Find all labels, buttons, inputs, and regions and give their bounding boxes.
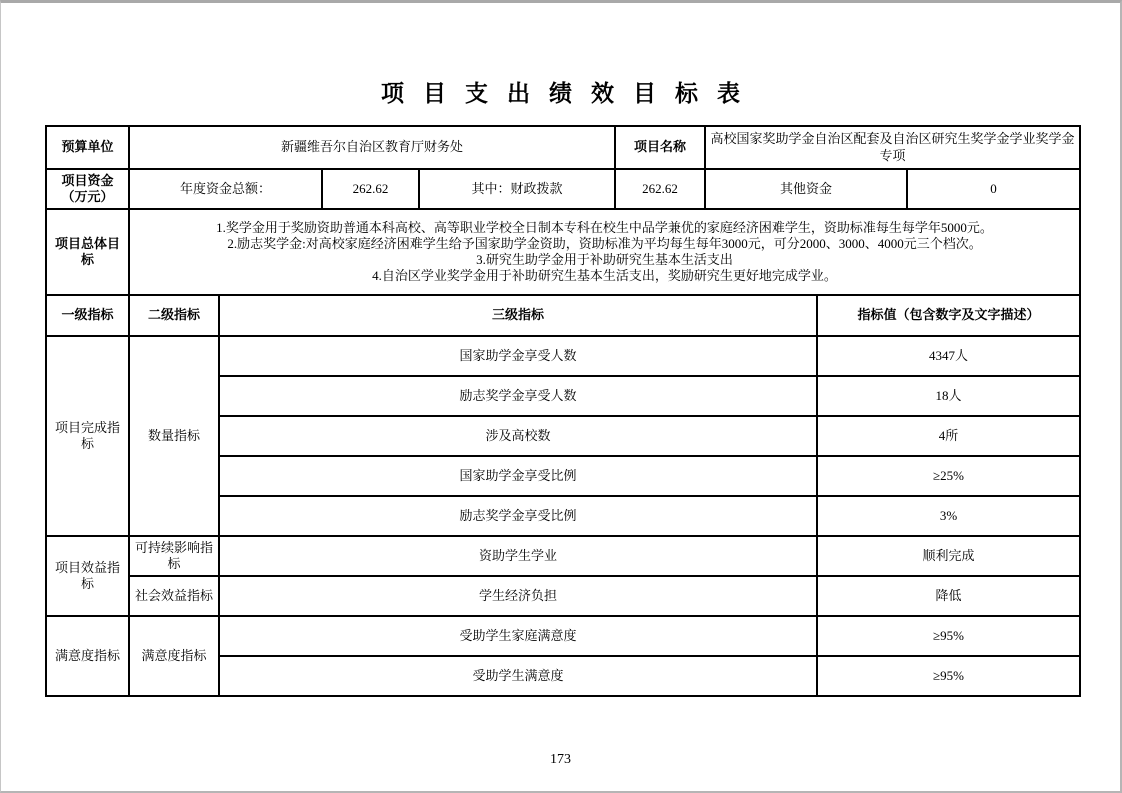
level2-social-benefit: 社会效益指标	[129, 576, 219, 616]
indicator-value: 降低	[817, 576, 1080, 616]
indicator-name: 国家助学金享受比例	[219, 456, 817, 496]
level2-quantity: 数量指标	[129, 336, 219, 536]
indicator-value: ≥25%	[817, 456, 1080, 496]
indicator-row	[46, 616, 1080, 656]
performance-target-table	[45, 125, 1081, 697]
overall-goal-content	[129, 209, 1080, 295]
overall-goal-line: 4.自治区学业奖学金用于补助研究生基本生活支出，奖励研究生更好地完成学业。	[372, 268, 837, 284]
indicator-name: 受助学生满意度	[219, 656, 817, 696]
indicator-value: 4所	[817, 416, 1080, 456]
indicator-value: 3%	[817, 496, 1080, 536]
project-fund-label: 项目资金（万元）	[46, 169, 129, 209]
other-funds-value: 0	[907, 169, 1080, 209]
page-number: 173	[550, 752, 571, 767]
indicator-row	[46, 576, 1080, 616]
indicator-row	[46, 536, 1080, 576]
level1-completion: 项目完成指标	[46, 336, 129, 536]
header-level3: 三级指标	[219, 295, 817, 336]
annual-total-label: 年度资金总额：	[129, 169, 322, 209]
annual-total-value: 262.62	[322, 169, 419, 209]
indicator-value: 4347人	[817, 336, 1080, 376]
table-row	[46, 209, 1080, 295]
indicator-row	[46, 336, 1080, 376]
fiscal-allocation-value: 262.62	[615, 169, 705, 209]
indicator-value: ≥95%	[817, 616, 1080, 656]
header-value: 指标值（包含数字及文字描述）	[817, 295, 1080, 336]
overall-goal-line: 2.励志奖学金:对高校家庭经济困难学生给予国家助学金资助，资助标准为平均每生每年3000元，可分2000、3000、4000元三个档次。	[227, 235, 982, 251]
header-level2: 二级指标	[129, 295, 219, 336]
other-funds-label: 其他资金	[705, 169, 907, 209]
indicator-name: 受助学生家庭满意度	[219, 616, 817, 656]
indicator-value: 18人	[817, 376, 1080, 416]
indicator-name: 励志奖学金享受人数	[219, 376, 817, 416]
project-name-label: 项目名称	[615, 126, 705, 169]
table-row	[46, 169, 1080, 209]
level1-satisfaction: 满意度指标	[46, 616, 129, 696]
level2-satisfaction: 满意度指标	[129, 616, 219, 696]
overall-goal-line: 3.研究生助学金用于补助研究生基本生活支出	[476, 252, 733, 267]
indicator-name: 国家助学金享受人数	[219, 336, 817, 376]
table-row	[46, 126, 1080, 169]
indicator-value: ≥95%	[817, 656, 1080, 696]
fiscal-allocation-label: 其中：财政拨款	[419, 169, 615, 209]
indicator-header-row	[46, 295, 1080, 336]
indicator-value: 顺利完成	[817, 536, 1080, 576]
overall-goal-label: 项目总体目标	[46, 209, 129, 295]
overall-goal-line: 1.奖学金用于奖励资助普通本科高校、高等职业学校全日制本专科在校生中品学兼优的家庭经济困难学生，资助标准每生每学年5000元。	[216, 219, 993, 235]
indicator-name: 学生经济负担	[219, 576, 817, 616]
level2-sustainability: 可持续影响指标	[129, 536, 219, 576]
indicator-name: 涉及高校数	[219, 416, 817, 456]
budget-unit-label: 预算单位	[46, 126, 129, 169]
indicator-name: 励志奖学金享受比例	[219, 496, 817, 536]
header-level1: 一级指标	[46, 295, 129, 336]
project-name-value: 高校国家奖助学金自治区配套及自治区研究生奖学金学业奖学金专项	[705, 126, 1080, 169]
indicator-name: 资助学生学业	[219, 536, 817, 576]
page-title: 项目支出绩效目标表	[381, 81, 759, 106]
budget-unit-value: 新疆维吾尔自治区教育厅财务处	[129, 126, 615, 169]
level1-benefit: 项目效益指标	[46, 536, 129, 616]
